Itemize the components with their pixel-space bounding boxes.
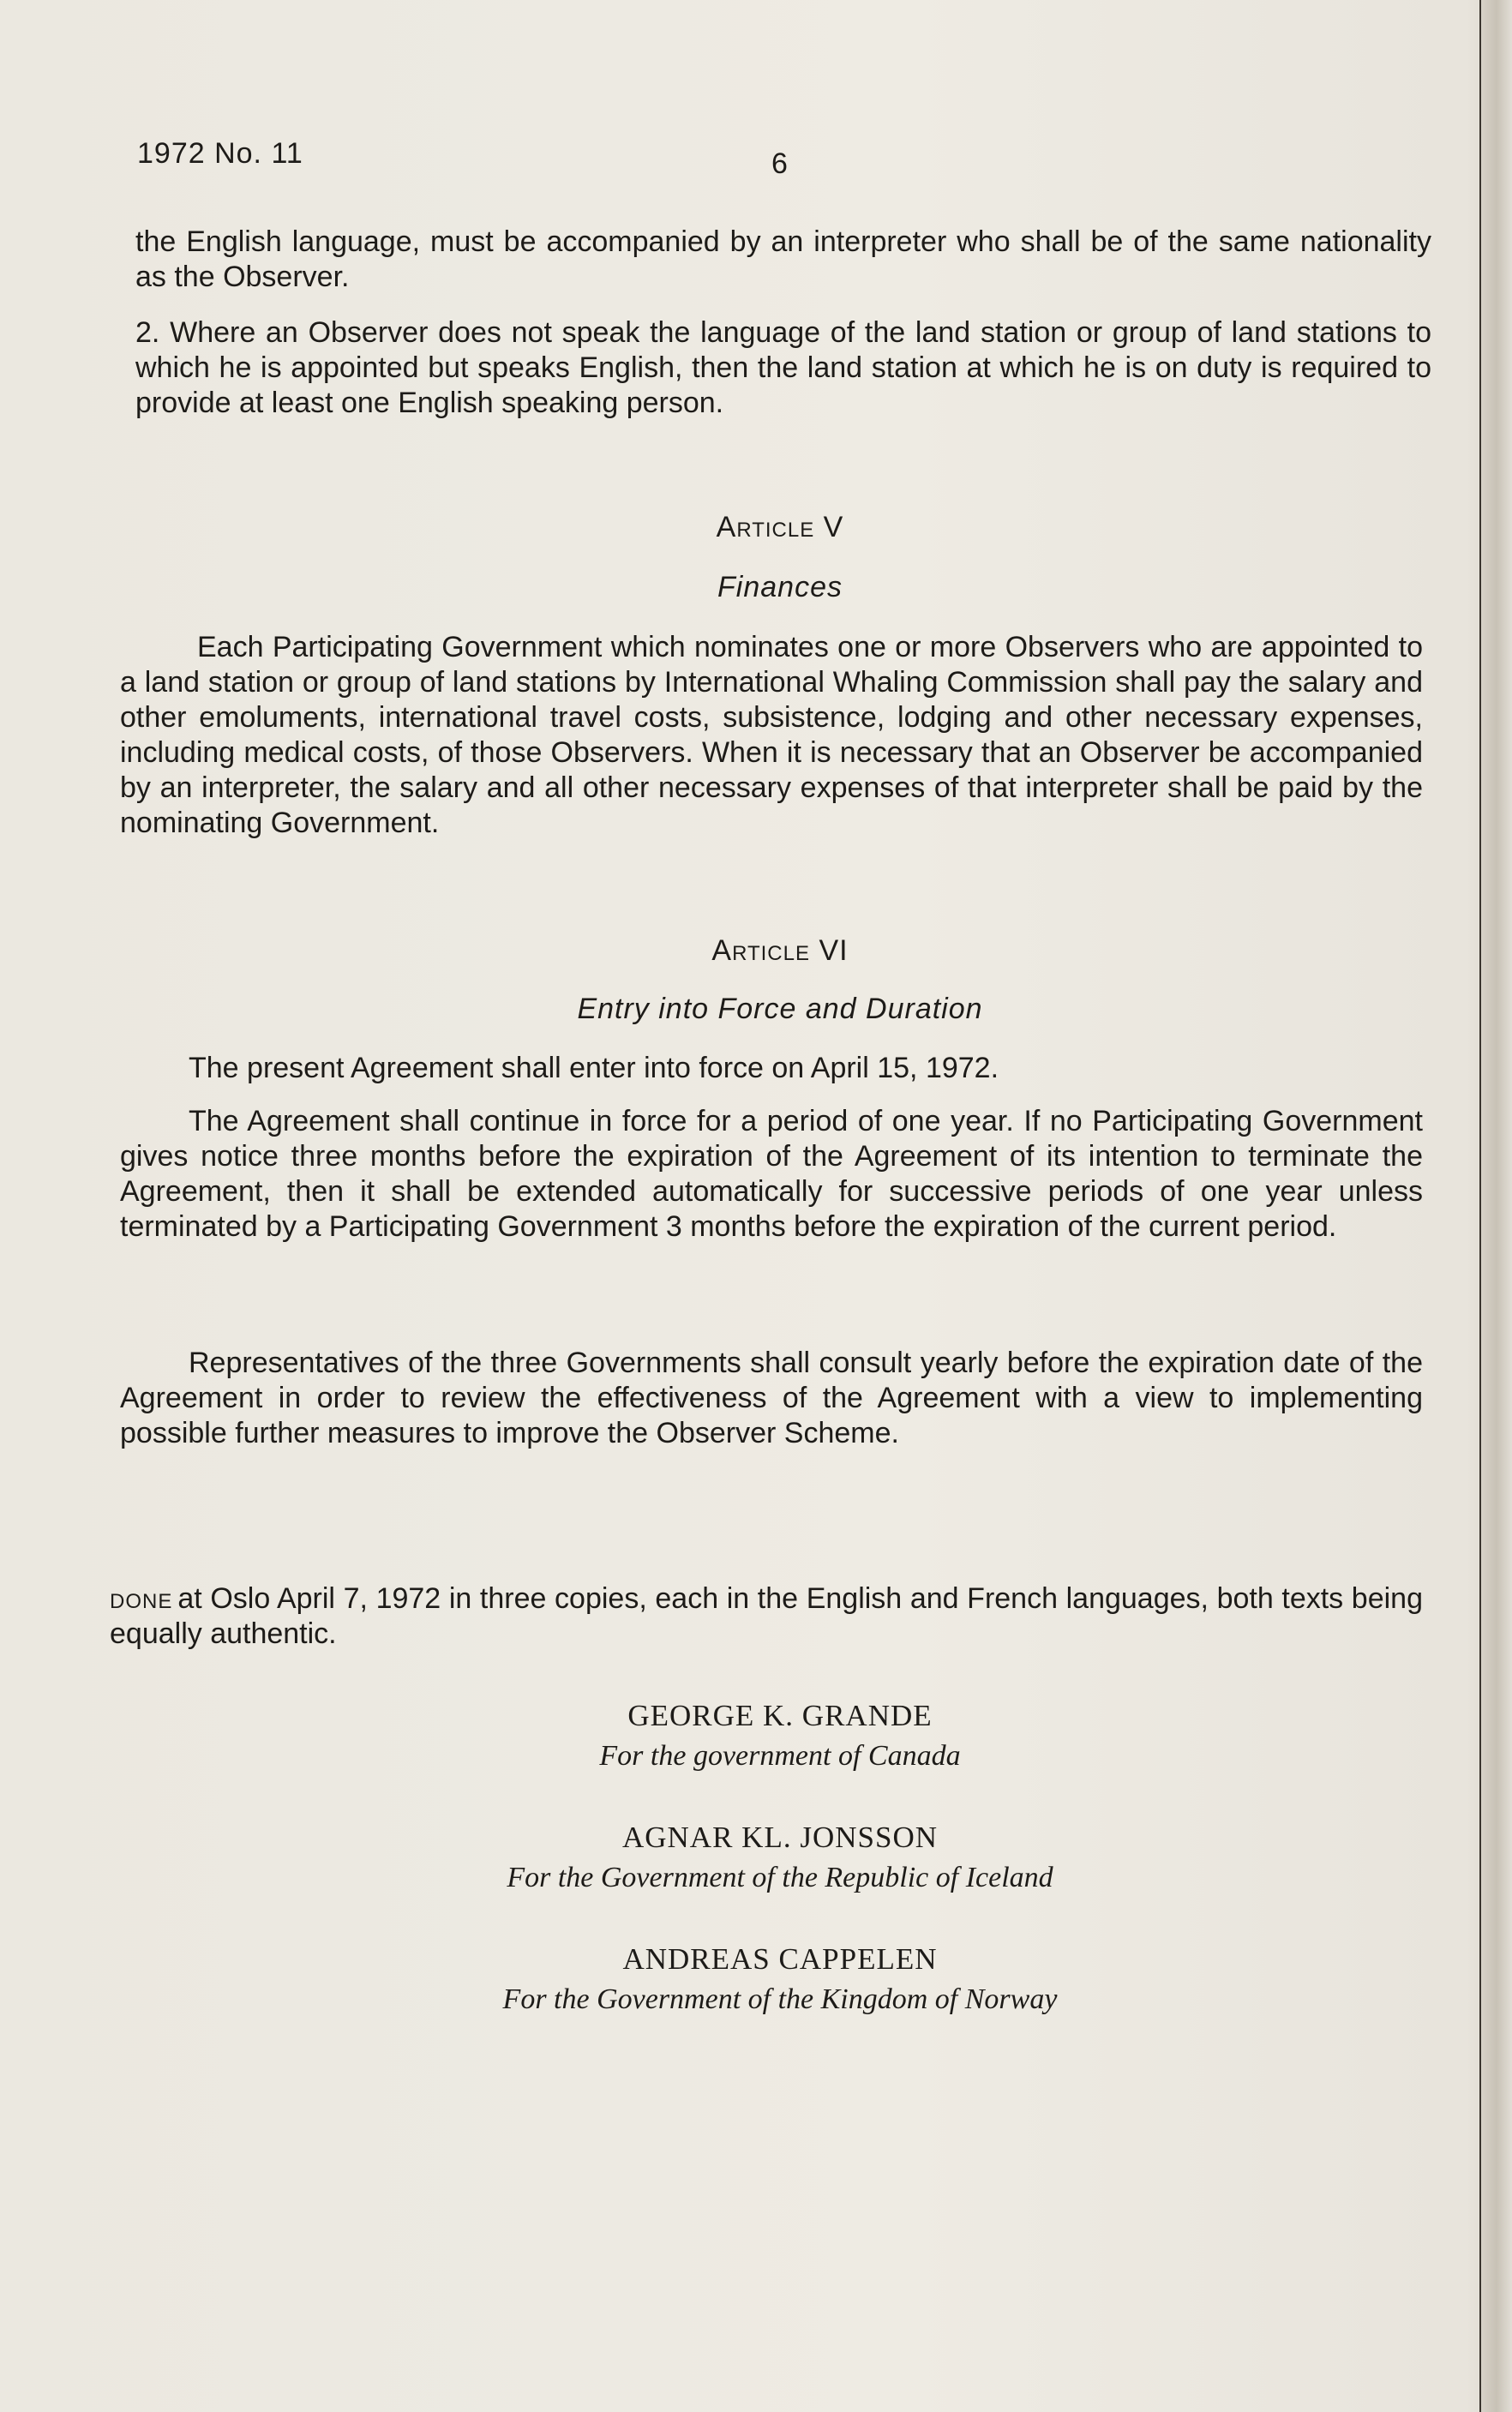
signatory-role-norway: For the Government of the Kingdom of Norway [502,1983,1058,2015]
done-keyword: done [110,1582,173,1615]
signatory-name-canada: GEORGE K. GRANDE [627,1699,933,1732]
signatory-name-norway: ANDREAS CAPPELEN [622,1942,938,1976]
article-v-heading: Article V [716,511,844,543]
page-number: 6 [771,147,789,180]
signatory-role-canada: For the government of Canada [599,1740,961,1772]
article-vi-heading: Article VI [711,934,849,967]
done-text: at Oslo April 7, 1972 in three copies, each in the English and French languages, both texts being equally authentic. [110,1582,1423,1650]
signatory-role-iceland: For the Government of the Republic of Iceland [507,1862,1053,1893]
page-binding-edge [1479,0,1512,2412]
done-clause [110,1581,1423,1652]
paragraph-continuation: the English language, must be accompanied by an interpreter who shall be of the same nationality as the Observer. [135,225,1431,293]
article-vi-paragraph-3: Representatives of the three Governments shall consult yearly before the expiration date of the Agreement in order to review the effectiveness of the Agreement with a view to implementing possible further measures to improve the Observer Scheme. [120,1347,1423,1449]
signatory-name-iceland: AGNAR KL. JONSSON [621,1821,938,1854]
article-v-text: Each Participating Government which nominates one or more Observers who are appointed to a land station or group of land stations by International Whaling Commission shall pay the salary and other emoluments, international travel costs, subsistence, lodging and other necessary expenses, including medical costs, of those Observers. When it is necessary that an Observer be accompanied by an interpreter, the salary and all other necessary expenses of that interpreter shall be paid by the nominating Government. [120,631,1423,839]
article-vi-paragraph-2: The Agreement shall continue in force for a period of one year. If no Participating Government gives notice three months before the expiration of the Agreement of its intention to terminate the Agreement, then it shall be extended automatically for successive periods of one year unless terminated by a Participating Government 3 months before the expiration of the current period. [120,1105,1423,1243]
page-header [137,137,1423,189]
article-vi-paragraph-1: The present Agreement shall enter into force on April 15, 1972. [189,1052,999,1084]
paragraph-2: 2. Where an Observer does not speak the language of the land station or group of land stations to which he is appointed but speaks English, then the land station at which he is on duty is required to provide at least one English speaking person. [135,316,1431,419]
issue-number: 1972 No. 11 [137,137,303,170]
article-vi-title: Entry into Force and Duration [577,993,983,1025]
article-v-title: Finances [717,571,843,603]
